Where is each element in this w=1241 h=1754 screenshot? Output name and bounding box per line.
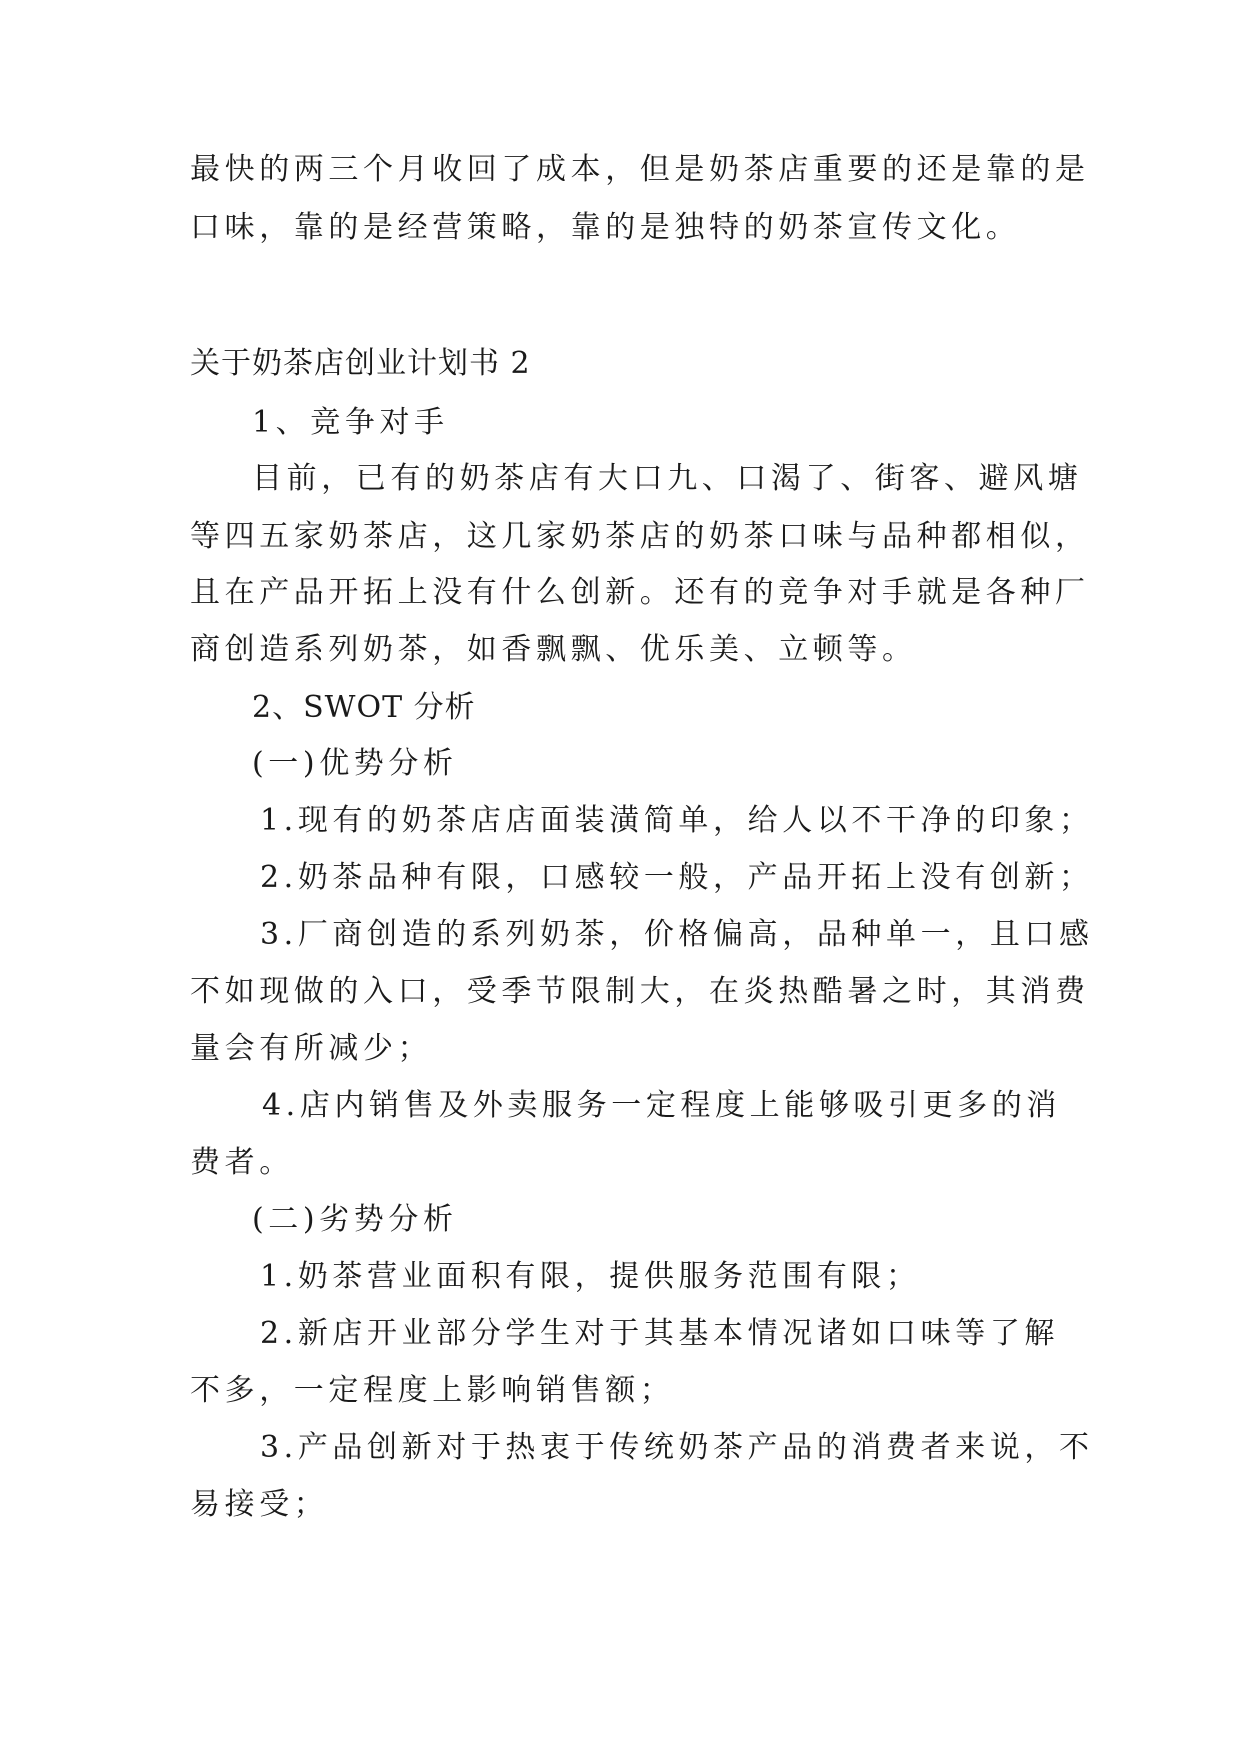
paragraph-line: 易接受； <box>190 1487 329 1522</box>
list-item: 1.现有的奶茶店店面装潢简单，给人以不干净的印象； <box>260 803 1094 838</box>
paragraph-line: 最快的两三个月收回了成本，但是奶茶店重要的还是靠的是 <box>190 152 1090 187</box>
heading-swot: 2、SWOT 分析 <box>252 690 476 725</box>
section-title: 关于奶茶店创业计划书 2 <box>190 346 531 381</box>
paragraph-line: 口味，靠的是经营策略，靠的是独特的奶茶宣传文化。 <box>190 210 1021 245</box>
paragraph-line: 不如现做的入口，受季节限制大，在炎热酷暑之时，其消费 <box>190 974 1090 1009</box>
list-item: 2.新店开业部分学生对于其基本情况诸如口味等了解 <box>260 1316 1060 1351</box>
list-item: 3.产品创新对于热衷于传统奶茶产品的消费者来说，不 <box>260 1430 1094 1465</box>
heading-competitors: 1、竞争对手 <box>252 405 449 440</box>
paragraph-line: 等四五家奶茶店，这几家奶茶店的奶茶口味与品种都相似， <box>190 519 1090 554</box>
list-item: 3.厂商创造的系列奶茶，价格偏高，品种单一，且口感 <box>260 917 1094 952</box>
paragraph-line: 商创造系列奶茶，如香飘飘、优乐美、立顿等。 <box>190 632 917 667</box>
paragraph-line: 目前，已有的奶茶店有大口九、口渴了、街客、避风塘 <box>252 461 1083 496</box>
list-item: 2.奶茶品种有限，口感较一般，产品开拓上没有创新； <box>260 860 1094 895</box>
paragraph-line: 且在产品开拓上没有什么创新。还有的竞争对手就是各种厂 <box>190 575 1090 610</box>
paragraph-line: 不多，一定程度上影响销售额； <box>190 1373 675 1408</box>
heading-weaknesses: (二)劣势分析 <box>252 1202 458 1237</box>
heading-strengths: (一)优势分析 <box>252 746 458 781</box>
list-item: 4.店内销售及外卖服务一定程度上能够吸引更多的消 <box>262 1088 1062 1123</box>
paragraph-line: 费者。 <box>190 1145 294 1180</box>
list-item: 1.奶茶营业面积有限，提供服务范围有限； <box>260 1259 921 1294</box>
paragraph-line: 量会有所减少； <box>190 1031 433 1066</box>
